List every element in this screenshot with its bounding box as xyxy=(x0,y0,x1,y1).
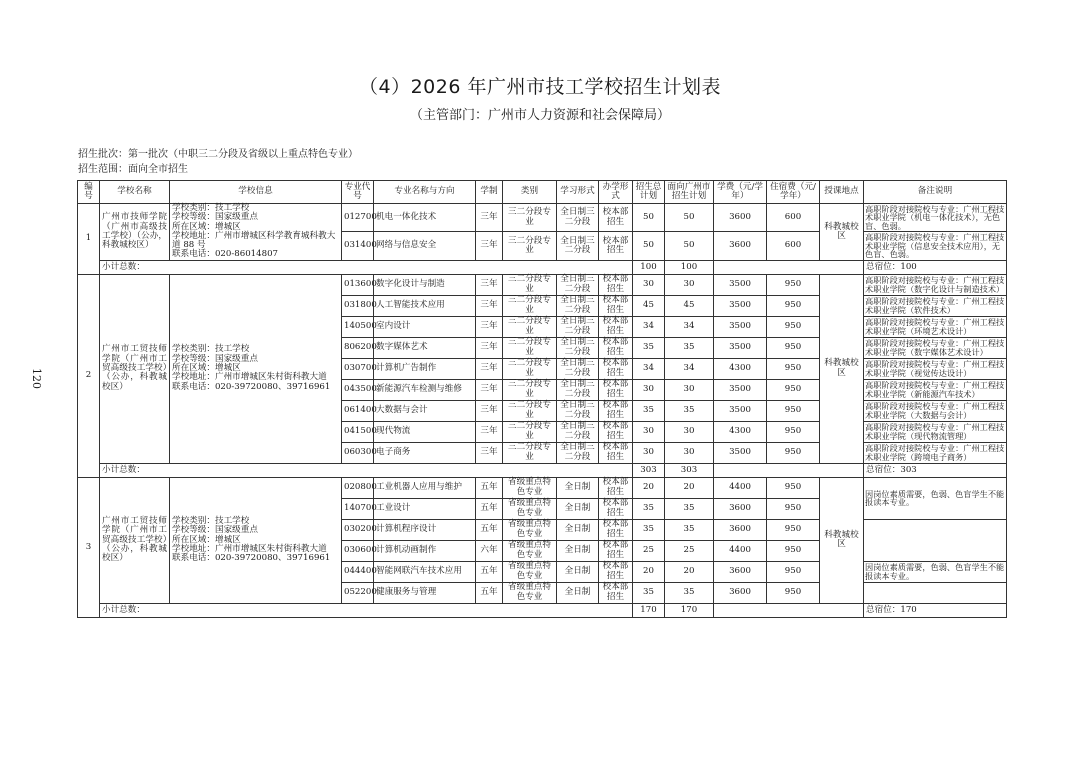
gz-plan: 35 xyxy=(665,337,714,358)
total-plan: 35 xyxy=(633,519,665,540)
remark: 高职阶段对接院校与专业：广州工程技术职业学院（视觉传达设计） xyxy=(864,358,1007,379)
page-number: 120 xyxy=(30,368,43,389)
duration: 三年 xyxy=(476,442,503,463)
study-form: 全日制三二分段 xyxy=(557,358,599,379)
header-category: 类别 xyxy=(503,181,557,204)
tuition: 3600 xyxy=(714,519,767,540)
header-no: 编号 xyxy=(78,181,100,204)
duration: 三年 xyxy=(476,400,503,421)
gz-plan: 35 xyxy=(665,519,714,540)
duration: 三年 xyxy=(476,295,503,316)
school-info: 学校类别：技工学校 学校等级：国家级重点 所在区域：增城区 学校地址：广州市增城区朱村街科教大道 联系电话：020-39720080、39716961 xyxy=(170,477,342,603)
gz-plan: 25 xyxy=(665,540,714,561)
major-code: 060300 xyxy=(342,442,374,463)
school-name: 广州市工贸技师学院（广州市工贸高级技工学校）（公办，科教城校区） xyxy=(100,274,170,463)
header-remarks: 备注说明 xyxy=(864,181,1007,204)
duration: 五年 xyxy=(476,582,503,603)
tuition: 3500 xyxy=(714,337,767,358)
subtotal-row xyxy=(78,463,1007,477)
gz-plan: 30 xyxy=(665,274,714,295)
major-name: 新能源汽车检测与维修 xyxy=(374,379,476,400)
remark: 高职阶段对接院校与专业：广州工程技术职业学院（信息安全技术应用），无色盲、色弱。 xyxy=(864,232,1007,260)
total-beds: 总宿位：100 xyxy=(864,260,1007,274)
major-name: 数字化设计与制造 xyxy=(374,274,476,295)
total-plan: 30 xyxy=(633,421,665,442)
study-form: 全日制三二分段 xyxy=(557,421,599,442)
duration: 五年 xyxy=(476,561,503,582)
run-form: 校本部招生 xyxy=(599,295,633,316)
major-name: 电子商务 xyxy=(374,442,476,463)
remark: 高职阶段对接院校与专业：广州工程技术职业学院（软件技术） xyxy=(864,295,1007,316)
lodging: 950 xyxy=(767,400,820,421)
gz-plan: 35 xyxy=(665,400,714,421)
run-form: 校本部招生 xyxy=(599,400,633,421)
duration: 三年 xyxy=(476,204,503,232)
gz-plan: 50 xyxy=(665,204,714,232)
run-form: 校本部招生 xyxy=(599,337,633,358)
enrollment-scope: 招生范围：面向全市招生 xyxy=(78,164,188,175)
gz-plan: 30 xyxy=(665,442,714,463)
remark-empty xyxy=(864,582,1007,603)
major-name: 工业机器人应用与维护 xyxy=(374,477,476,498)
school-number: 2 xyxy=(78,274,100,477)
page-title: （4）2026 年广州市技工学校招生计划表 xyxy=(359,76,721,98)
major-name: 工业设计 xyxy=(374,498,476,519)
enrollment-batch: 招生批次：第一批次（中职三二分段及省级以上重点特色专业） xyxy=(78,149,358,160)
lodging: 950 xyxy=(767,498,820,519)
subtotal-label: 小计总数： xyxy=(100,260,633,274)
run-form: 校本部招生 xyxy=(599,421,633,442)
category: 三二分段专业 xyxy=(503,337,557,358)
total-beds: 总宿位：303 xyxy=(864,463,1007,477)
run-form: 校本部招生 xyxy=(599,316,633,337)
duration: 三年 xyxy=(476,358,503,379)
total-plan: 35 xyxy=(633,400,665,421)
study-form: 全日制三二分段 xyxy=(557,274,599,295)
category: 三二分段专业 xyxy=(503,316,557,337)
tuition: 3600 xyxy=(714,204,767,232)
major-name: 室内设计 xyxy=(374,316,476,337)
header-lodging: 住宿费（元/学年） xyxy=(767,181,820,204)
category: 省级重点特色专业 xyxy=(503,561,557,582)
lodging: 950 xyxy=(767,337,820,358)
run-form: 校本部招生 xyxy=(599,274,633,295)
run-form: 校本部招生 xyxy=(599,519,633,540)
major-name: 数字媒体艺术 xyxy=(374,337,476,358)
tuition: 4300 xyxy=(714,358,767,379)
run-form: 校本部招生 xyxy=(599,477,633,498)
major-code: 012700 xyxy=(342,204,374,232)
lodging: 950 xyxy=(767,421,820,442)
school-name: 广州市技师学院（广州市高级技工学校）（公办，科教城校区） xyxy=(100,204,170,261)
gz-plan: 34 xyxy=(665,358,714,379)
lodging: 950 xyxy=(767,477,820,498)
duration: 三年 xyxy=(476,316,503,337)
lodging: 600 xyxy=(767,232,820,260)
major-code: 140500 xyxy=(342,316,374,337)
total-plan: 35 xyxy=(633,337,665,358)
subtotal-total: 100 xyxy=(633,260,665,274)
total-plan: 35 xyxy=(633,582,665,603)
duration: 六年 xyxy=(476,540,503,561)
subtotal-label: 小计总数： xyxy=(100,603,633,617)
major-name: 机电一体化技术 xyxy=(374,204,476,232)
run-form: 校本部招生 xyxy=(599,232,633,260)
table-row xyxy=(78,204,1007,232)
tuition: 3500 xyxy=(714,295,767,316)
tuition: 3600 xyxy=(714,561,767,582)
total-plan: 34 xyxy=(633,316,665,337)
subtotal-gz: 170 xyxy=(665,603,714,617)
subtotal-row xyxy=(78,260,1007,274)
study-form: 全日制 xyxy=(557,582,599,603)
duration: 五年 xyxy=(476,519,503,540)
category: 三二分段专业 xyxy=(503,442,557,463)
category: 省级重点特色专业 xyxy=(503,519,557,540)
study-form: 全日制 xyxy=(557,561,599,582)
category: 三二分段专业 xyxy=(503,358,557,379)
major-code: 030600 xyxy=(342,540,374,561)
gz-plan: 50 xyxy=(665,232,714,260)
subtotal-total: 170 xyxy=(633,603,665,617)
major-code: 013600 xyxy=(342,274,374,295)
study-form: 全日制三二分段 xyxy=(557,442,599,463)
lodging: 950 xyxy=(767,561,820,582)
major-name: 计算机动画制作 xyxy=(374,540,476,561)
remark: 因岗位素质需要，色弱、色盲学生不能报读本专业。 xyxy=(864,561,1007,582)
run-form: 校本部招生 xyxy=(599,442,633,463)
duration: 三年 xyxy=(476,274,503,295)
major-code: 044400 xyxy=(342,561,374,582)
study-form: 全日制三二分段 xyxy=(557,337,599,358)
school-info: 学校类别：技工学校 学校等级：国家级重点 所在区域：增城区 学校地址：广州市增城区科学教育城科教大道 88 号 联系电话：020-86014807 xyxy=(170,204,342,261)
gz-plan: 30 xyxy=(665,379,714,400)
run-form: 校本部招生 xyxy=(599,498,633,519)
duration: 三年 xyxy=(476,337,503,358)
gz-plan: 20 xyxy=(665,477,714,498)
remark: 高职阶段对接院校与专业：广州工程技术职业学院（跨境电子商务） xyxy=(864,442,1007,463)
study-form: 全日制 xyxy=(557,540,599,561)
total-plan: 35 xyxy=(633,498,665,519)
study-form: 全日制三二分段 xyxy=(557,400,599,421)
enrollment-plan-table xyxy=(77,180,1007,618)
category: 省级重点特色专业 xyxy=(503,498,557,519)
total-plan: 20 xyxy=(633,561,665,582)
remark: 高职阶段对接院校与专业：广州工程技术职业学院（数字媒体艺术设计） xyxy=(864,337,1007,358)
tuition: 3500 xyxy=(714,442,767,463)
header-school-info: 学校信息 xyxy=(170,181,342,204)
remark: 因岗位素质需要，色弱、色盲学生不能报读本专业。 xyxy=(864,477,1007,519)
major-code: 052200 xyxy=(342,582,374,603)
school-name: 广州市工贸技师学院（广州市工贸高级技工学校）（公办，科教城校区） xyxy=(100,477,170,603)
tuition: 3600 xyxy=(714,582,767,603)
school-number: 1 xyxy=(78,204,100,275)
header-school-name: 学校名称 xyxy=(100,181,170,204)
remark-empty xyxy=(864,519,1007,561)
gz-plan: 30 xyxy=(665,421,714,442)
major-code: 041500 xyxy=(342,421,374,442)
lodging: 950 xyxy=(767,379,820,400)
lodging: 950 xyxy=(767,358,820,379)
lodging: 950 xyxy=(767,540,820,561)
study-form: 全日制 xyxy=(557,519,599,540)
subtotal-label: 小计总数： xyxy=(100,463,633,477)
table-header-row xyxy=(78,181,1007,204)
study-form: 全日制三二分段 xyxy=(557,204,599,232)
major-code: 031400 xyxy=(342,232,374,260)
major-name: 现代物流 xyxy=(374,421,476,442)
major-code: 806200 xyxy=(342,337,374,358)
category: 三二分段专业 xyxy=(503,204,557,232)
header-study-form: 学习形式 xyxy=(557,181,599,204)
category: 三二分段专业 xyxy=(503,379,557,400)
lodging: 950 xyxy=(767,582,820,603)
header-duration: 学制 xyxy=(476,181,503,204)
category: 三二分段专业 xyxy=(503,295,557,316)
duration: 三年 xyxy=(476,379,503,400)
remark: 高职阶段对接院校与专业：广州工程技术职业学院（数字化设计与制造技术） xyxy=(864,274,1007,295)
run-form: 校本部招生 xyxy=(599,379,633,400)
study-form: 全日制三二分段 xyxy=(557,316,599,337)
lodging: 950 xyxy=(767,519,820,540)
gz-plan: 45 xyxy=(665,295,714,316)
campus: 科教城校区 xyxy=(820,274,864,463)
tuition: 3500 xyxy=(714,400,767,421)
major-name: 智能网联汽车技术应用 xyxy=(374,561,476,582)
total-plan: 30 xyxy=(633,442,665,463)
subtotal-total: 303 xyxy=(633,463,665,477)
header-campus: 授课地点 xyxy=(820,181,864,204)
gz-plan: 35 xyxy=(665,498,714,519)
duration: 五年 xyxy=(476,477,503,498)
major-code: 061400 xyxy=(342,400,374,421)
study-form: 全日制三二分段 xyxy=(557,295,599,316)
category: 三二分段专业 xyxy=(503,421,557,442)
total-plan: 25 xyxy=(633,540,665,561)
study-form: 全日制三二分段 xyxy=(557,232,599,260)
remark: 高职阶段对接院校与专业：广州工程技术职业学院（机电一体化技术），无色盲、色弱。 xyxy=(864,204,1007,232)
tuition: 3600 xyxy=(714,232,767,260)
total-plan: 34 xyxy=(633,358,665,379)
gz-plan: 35 xyxy=(665,582,714,603)
duration: 三年 xyxy=(476,421,503,442)
header-total-plan: 招生总计划 xyxy=(633,181,665,204)
total-plan: 45 xyxy=(633,295,665,316)
page-subtitle: （主管部门：广州市人力资源和社会保障局） xyxy=(409,108,670,123)
total-plan: 50 xyxy=(633,204,665,232)
category: 省级重点特色专业 xyxy=(503,582,557,603)
major-code: 140700 xyxy=(342,498,374,519)
run-form: 校本部招生 xyxy=(599,540,633,561)
tuition: 3500 xyxy=(714,379,767,400)
lodging: 950 xyxy=(767,295,820,316)
run-form: 校本部招生 xyxy=(599,582,633,603)
tuition: 3500 xyxy=(714,316,767,337)
school-number: 3 xyxy=(78,477,100,617)
remark: 高职阶段对接院校与专业：广州工程技术职业学院（环境艺术设计） xyxy=(864,316,1007,337)
table-row xyxy=(78,274,1007,295)
total-plan: 50 xyxy=(633,232,665,260)
gz-plan: 20 xyxy=(665,561,714,582)
table-row xyxy=(78,477,1007,498)
remark: 高职阶段对接院校与专业：广州工程技术职业学院（大数据与会计） xyxy=(864,400,1007,421)
run-form: 校本部招生 xyxy=(599,561,633,582)
study-form: 全日制 xyxy=(557,477,599,498)
category: 三二分段专业 xyxy=(503,232,557,260)
category: 省级重点特色专业 xyxy=(503,477,557,498)
lodging: 600 xyxy=(767,204,820,232)
run-form: 校本部招生 xyxy=(599,358,633,379)
school-info: 学校类别：技工学校 学校等级：国家级重点 所在区域：增城区 学校地址：广州市增城区朱村街科教大道 联系电话：020-39720080、39716961 xyxy=(170,274,342,463)
lodging: 950 xyxy=(767,442,820,463)
study-form: 全日制三二分段 xyxy=(557,379,599,400)
major-code: 031800 xyxy=(342,295,374,316)
lodging: 950 xyxy=(767,316,820,337)
tuition: 4400 xyxy=(714,477,767,498)
campus: 科教城校区 xyxy=(820,204,864,261)
total-plan: 20 xyxy=(633,477,665,498)
lodging: 950 xyxy=(767,274,820,295)
duration: 五年 xyxy=(476,498,503,519)
tuition: 3600 xyxy=(714,498,767,519)
total-plan: 30 xyxy=(633,274,665,295)
campus: 科教城校区 xyxy=(820,477,864,603)
major-name: 大数据与会计 xyxy=(374,400,476,421)
major-name: 健康服务与管理 xyxy=(374,582,476,603)
major-code: 030200 xyxy=(342,519,374,540)
header-tuition: 学费（元/学年） xyxy=(714,181,767,204)
total-beds: 总宿位：170 xyxy=(864,603,1007,617)
tuition: 4300 xyxy=(714,421,767,442)
subtotal-row xyxy=(78,603,1007,617)
category: 三二分段专业 xyxy=(503,274,557,295)
subtotal-gz: 100 xyxy=(665,260,714,274)
study-form: 全日制 xyxy=(557,498,599,519)
total-plan: 30 xyxy=(633,379,665,400)
remark: 高职阶段对接院校与专业：广州工程技术职业学院（现代物流管理） xyxy=(864,421,1007,442)
tuition: 4400 xyxy=(714,540,767,561)
subtotal-gz: 303 xyxy=(665,463,714,477)
major-name: 计算机广告制作 xyxy=(374,358,476,379)
major-name: 网络与信息安全 xyxy=(374,232,476,260)
gz-plan: 34 xyxy=(665,316,714,337)
major-code: 043500 xyxy=(342,379,374,400)
major-name: 人工智能技术应用 xyxy=(374,295,476,316)
remark: 高职阶段对接院校与专业：广州工程技术职业学院（新能源汽车技术） xyxy=(864,379,1007,400)
category: 省级重点特色专业 xyxy=(503,540,557,561)
category: 三二分段专业 xyxy=(503,400,557,421)
major-name: 计算机程序设计 xyxy=(374,519,476,540)
header-major-code: 专业代号 xyxy=(342,181,374,204)
header-run-form: 办学形式 xyxy=(599,181,633,204)
header-gz-plan: 面向广州市招生计划 xyxy=(665,181,714,204)
run-form: 校本部招生 xyxy=(599,204,633,232)
subtotal-blank xyxy=(714,260,864,274)
header-major-name: 专业名称与方向 xyxy=(374,181,476,204)
major-code: 030700 xyxy=(342,358,374,379)
subtotal-blank xyxy=(714,463,864,477)
tuition: 3500 xyxy=(714,274,767,295)
duration: 三年 xyxy=(476,232,503,260)
subtotal-blank xyxy=(714,603,864,617)
major-code: 020800 xyxy=(342,477,374,498)
